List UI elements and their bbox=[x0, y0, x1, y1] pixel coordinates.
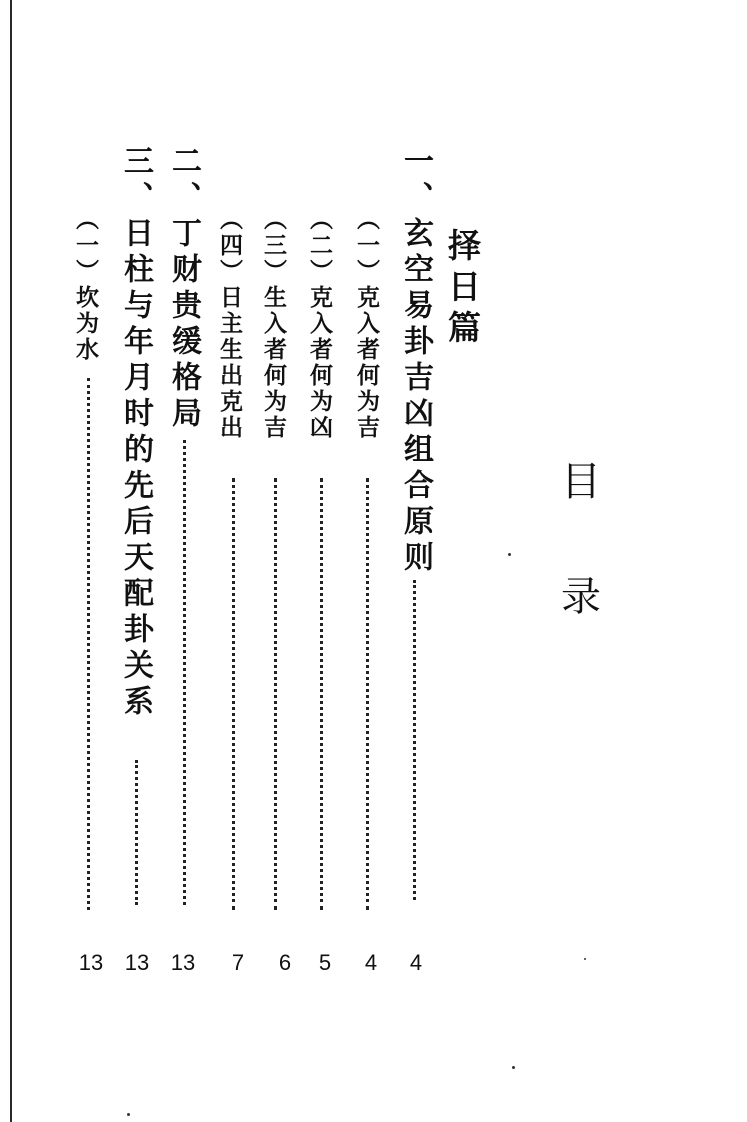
toc-page-number-1: 4 bbox=[409, 950, 423, 975]
toc-page-number-2: 4 bbox=[364, 950, 378, 975]
toc-entry-2[interactable]: （一）克入者何为吉 bbox=[353, 207, 380, 441]
toc-leader-5 bbox=[232, 478, 238, 910]
toc-entry-8[interactable]: （一）坎为水 bbox=[72, 207, 99, 363]
toc-entry-1[interactable]: 一、玄空易卦吉凶组合原则 bbox=[398, 145, 433, 577]
toc-entry-7[interactable]: 三、日柱与年月时的先后天配卦关系 bbox=[118, 145, 153, 721]
toc-page-number-5: 7 bbox=[231, 950, 245, 975]
toc-title-char-1: 目 bbox=[561, 459, 601, 505]
toc-leader-7 bbox=[135, 760, 141, 905]
toc-entry-3[interactable]: （二）克入者何为凶 bbox=[306, 207, 333, 441]
toc-page-number-3: 5 bbox=[318, 950, 332, 975]
scan-speck bbox=[512, 1066, 515, 1069]
toc-leader-2 bbox=[366, 478, 372, 910]
toc-entry-4[interactable]: （三）生入者何为吉 bbox=[260, 207, 287, 441]
toc-leader-8 bbox=[87, 378, 93, 910]
section-heading: 择日篇 bbox=[443, 228, 482, 351]
toc-leader-1 bbox=[413, 580, 419, 900]
toc-entry-5[interactable]: （四）日主生出克出 bbox=[216, 207, 243, 441]
scan-speck bbox=[127, 1113, 130, 1116]
toc-leader-4 bbox=[274, 478, 280, 910]
toc-leader-3 bbox=[320, 478, 326, 910]
toc-leader-6 bbox=[183, 440, 189, 905]
toc-title-char-2: 录 bbox=[561, 574, 601, 620]
scan-speck bbox=[584, 958, 586, 960]
toc-page-number-7: 13 bbox=[124, 950, 150, 975]
toc-page-number-6: 13 bbox=[170, 950, 196, 975]
toc-entry-6[interactable]: 二、丁财贵缓格局 bbox=[166, 145, 201, 433]
scan-speck bbox=[508, 553, 511, 556]
toc-page-number-8: 13 bbox=[78, 950, 104, 975]
page-edge-line bbox=[10, 0, 12, 1122]
toc-page-number-4: 6 bbox=[278, 950, 292, 975]
